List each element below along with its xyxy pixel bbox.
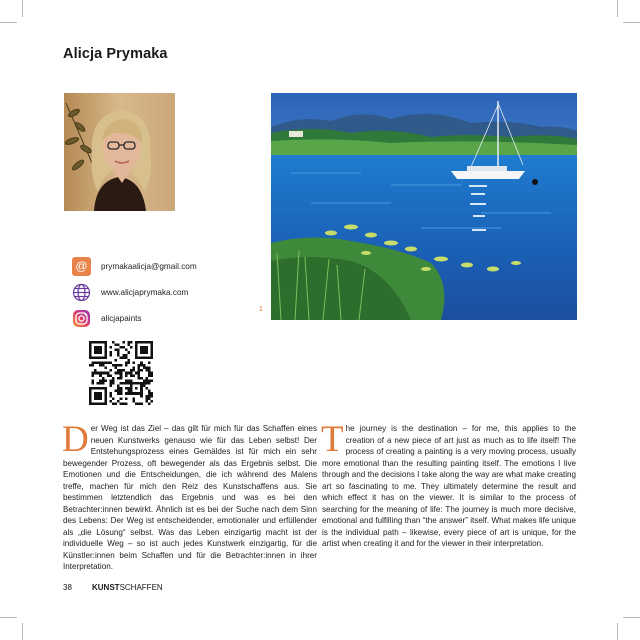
artist-name: Alicja Prymaka — [63, 46, 168, 62]
painting-lake-sailboat — [271, 93, 577, 320]
crop-mark — [0, 22, 17, 23]
artist-portrait — [64, 93, 175, 211]
at-icon: @ — [72, 257, 91, 276]
dropcap: D — [62, 419, 89, 460]
body-text-english: he journey is the destination – for me, this applies to the creation of a new piece of art just as much as to life itself! The process of creating a painting is a very moving process, usually more emotional than the resulting painting itself. The emotions I live through and the decisions I take along the way are what make creating art so fascinating to me. They ultimately determine the result and which effect it has on the viewer. It is similar to the process of searching for the meaning of life: The journey is much more decisive, emotional and fulfilling than “the answer” itself. What makes life unique is the individual path – likewise, every piece of art is unique, for the artist when creating it and for the viewer in their interpretation. — [322, 424, 576, 548]
crop-mark — [617, 623, 618, 640]
email-text: prymakaalicja@gmail.com — [101, 261, 197, 271]
contact-email[interactable] — [72, 255, 197, 277]
website-text: www.alicjaprymaka.com — [101, 287, 189, 297]
text-column-german — [62, 419, 317, 573]
crop-mark — [623, 22, 640, 23]
brand-bold: KUNST — [92, 583, 120, 592]
brand-rest: SCHAFFEN — [119, 583, 163, 592]
magazine-brand — [92, 583, 163, 592]
instagram-icon — [72, 309, 91, 328]
crop-mark — [623, 617, 640, 618]
contact-website[interactable] — [72, 281, 188, 303]
dropcap: T — [321, 419, 344, 460]
crop-mark — [22, 623, 23, 640]
crop-mark — [0, 617, 17, 618]
qr-code[interactable] — [89, 341, 153, 405]
globe-icon — [72, 283, 91, 302]
page-number: 38 — [63, 583, 72, 592]
figure-number: 1 — [259, 306, 263, 313]
crop-mark — [22, 0, 23, 17]
crop-mark — [617, 0, 618, 17]
instagram-text: alicjapaints — [101, 313, 142, 323]
body-text-german: er Weg ist das Ziel – das gilt für mich für das Schaffen eines neuen Kunstwerks genauso wie für das Leben selbst! Der Entstehungsprozess eines Gemäldes ist für mich ein sehr bewegender Prozess, oft bewegender als das Ergebnis selbst. Die Emotionen und die Entscheidungen, die ich während des Malens treffe, machen für mich den Reiz des Kunstschaffens aus. Sie bestimmen letztendlich das Ergebnis und was es bei den Betrachter:innen bewirkt. Ähnlich ist es bei der Suche nach dem Sinn des Lebens: Der Weg ist entscheidender, emotionaler und erfüllender als „die Lösung“ selbst. Was das Leben einzigartig macht ist der individuelle Weg – so ist auch jedes Kunstwerk einzigartig, für die Künstler:innen beim Schaffen und für die Betrachter:innen in ihrer Interpretation. — [63, 424, 317, 571]
contact-instagram[interactable] — [72, 307, 142, 329]
text-column-english — [321, 419, 576, 550]
